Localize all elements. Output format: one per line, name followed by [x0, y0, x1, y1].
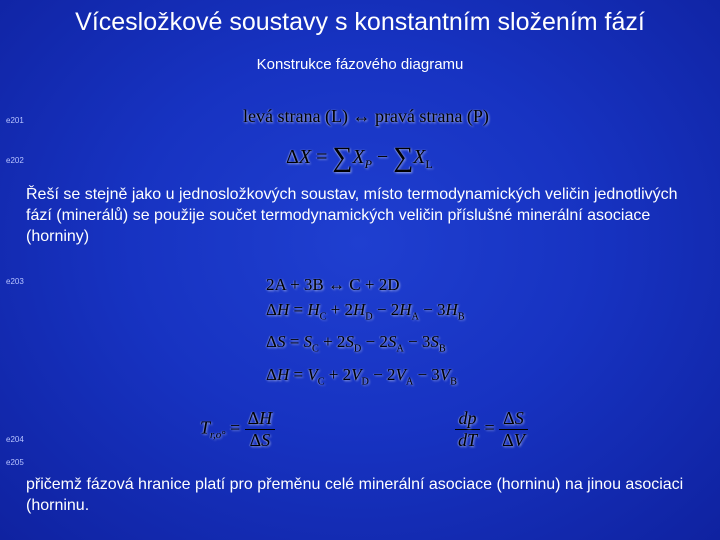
- equation-clapeyron: $\frac{dp}{dT}$ = $\frac{\Delta S}{\Delta V}$: [455, 408, 528, 451]
- equation-enthalpy: $\Delta H = H_C + 2H_D - 2H_A - 3H_B$: [266, 300, 465, 323]
- paragraph-conclusion: přičemž fázová hranice platí pro přeměnu celé minerální asociace (horninu) na jinou asociaci (horninu.: [26, 476, 684, 514]
- equation-tag-e202: e202: [6, 156, 24, 165]
- equation-text: levá strana (L) ↔ pravá strana (P): [243, 106, 489, 126]
- slide-subtitle: Konstrukce fázového diagramu: [256, 56, 464, 73]
- equation-tag-e205: e205: [6, 458, 24, 467]
- equation-tag-e204: e204: [6, 435, 24, 444]
- equation-reaction-sides: [243, 106, 489, 127]
- equation-tag-e201: e201: [6, 116, 24, 125]
- equation-delta-x: $\Delta X = \sum X_P - \sum X_L$: [286, 142, 433, 173]
- equation-block-thermo: [266, 272, 465, 394]
- paragraph-explanation: Řeší se stejně jako u jednosložkových soustav, místo termodynamických veličin jednotlivých fází (minerálů) se použije součet termodynamických veličin příslušné minerální asociace (horniny): [26, 186, 678, 245]
- equation-entropy: $\Delta S = S_C + 2S_D - 2S_A - 3S_B$: [266, 332, 446, 355]
- equation-temperature: $T_{r,o^\circ}$ = $\frac{\Delta H}{\Delta S}$: [200, 408, 275, 451]
- slide-title: Vícesložkové soustavy s konstantním složením fází: [75, 8, 645, 36]
- equation-reaction: 2A + 3B ↔ C + 2D: [266, 275, 400, 294]
- equation-tag-e203: e203: [6, 277, 24, 286]
- equation-volume: $\Delta H = V_C + 2V_D - 2V_A - 3V_B$: [266, 364, 457, 388]
